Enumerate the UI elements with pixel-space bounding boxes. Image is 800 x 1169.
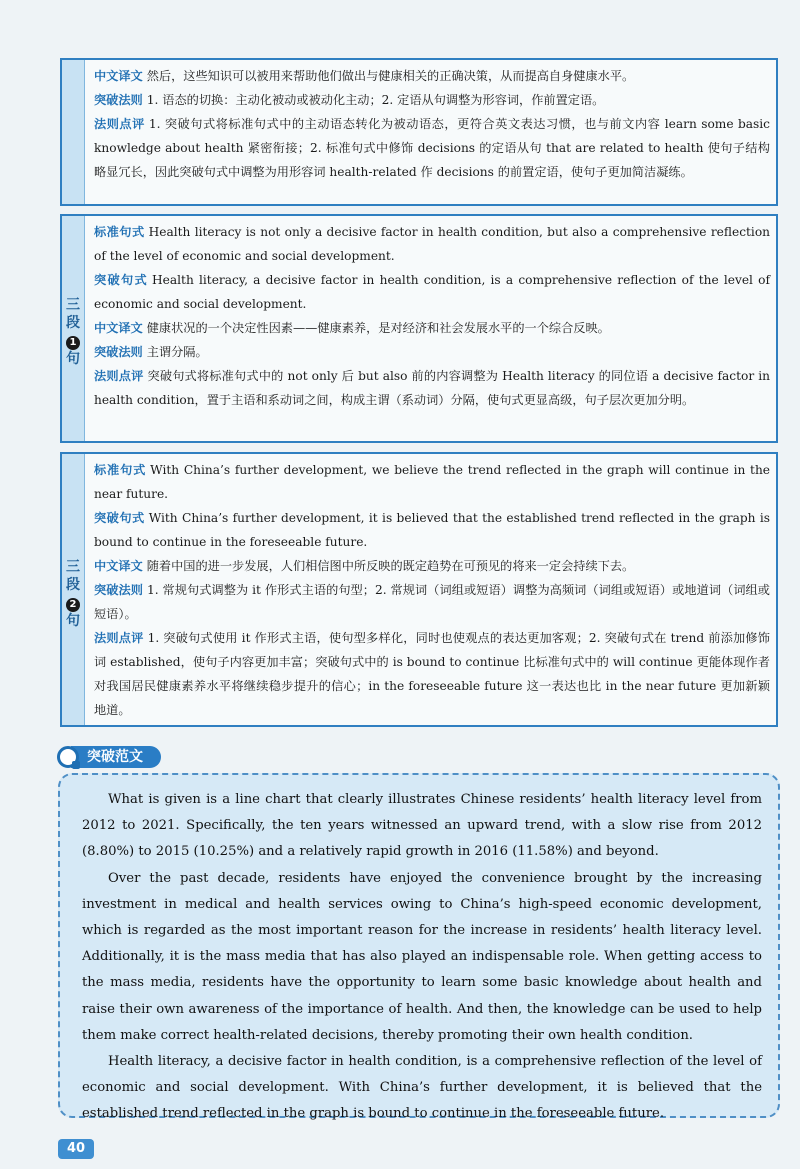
box-side-bar — [62, 60, 85, 204]
analysis-box-3 — [60, 452, 778, 727]
box-content — [92, 216, 776, 418]
section-title: 突破范文 — [71, 746, 161, 768]
page-number: 40 — [58, 1139, 94, 1159]
row-comment: 法则点评 突破句式将标准句式中的 not only 后 but also 前的内容调整为 Health literacy 的同位语 a decisive factor in health condition，置于主语和系动词之间，构成主谓（系动词）分隔，使句式更显高级，句子层次更加分明。 — [94, 369, 770, 407]
row-translation: 中文译文 随着中国的进一步发展，人们相信图中所反映的既定趋势在可预见的将来一定会持续下去。 — [94, 559, 635, 573]
sentence-number-badge: 2 — [66, 598, 80, 612]
row-rule: 突破法则 1. 语态的切换：主动化被动或被动化主动；2. 定语从句调整为形容词，作前置定语。 — [94, 93, 605, 107]
model-essay — [58, 773, 780, 1122]
row-comment: 法则点评 1. 突破句式使用 it 作形式主语，使句型多样化，同时也使观点的表达更加客观；2. 突破句式在 trend 前添加修饰词 established，使句子内容更加丰富；突破句式中的 is bound to continue 比标准句式中的 will continue 更能体现作者对我国居民健康素养水平将继续稳步提升的信心；in the foreseeable future 这一表达也比 in the near future 更加新颖地道。 — [94, 631, 770, 717]
row-standard: 标准句式 Health literacy is not only a decisive factor in health condition, but also a comprehensive reflection of the level of economic and social development. — [94, 225, 771, 263]
box-side-bar — [62, 216, 85, 441]
side-label: 三 段 1 句 — [66, 297, 80, 367]
magnifier-icon — [57, 746, 79, 768]
row-breakthrough: 突破句式 With China’s further development, it is believed that the established trend reflected in the graph is bound to continue in the foreseeable future. — [94, 511, 771, 549]
analysis-box-1 — [60, 58, 778, 206]
row-standard: 标准句式 With China’s further development, we believe the trend reflected in the graph will continue in the near future. — [94, 463, 770, 501]
sentence-number-badge: 1 — [66, 336, 80, 350]
box-side-bar — [62, 454, 85, 725]
essay-paragraph: Health literacy, a decisive factor in health condition, is a comprehensive reflection of the level of economic and social development. With China’s further development, it is believed that the established trend reflected in the graph is bound to continue in the foreseeable future. — [82, 1054, 762, 1122]
row-comment: 法则点评 1. 突破句式将标准句式中的主动语态转化为被动语态，更符合英文表达习惯，也与前文内容 learn some basic knowledge about health 紧密衔接；2. 标准句式中修饰 decisions 的定语从句 that are related to health 使句子结构略显冗长，因此突破句式中调整为用形容词 health-related 作 decisions 的前置定语，使句子更加简洁凝练。 — [94, 117, 770, 179]
row-rule: 突破法则 主谓分隔。 — [94, 345, 208, 359]
row-translation: 中文译文 健康状况的一个决定性因素——健康素养，是对经济和社会发展水平的一个综合反映。 — [94, 321, 610, 335]
section-heading — [57, 745, 161, 769]
essay-paragraph: Over the past decade, residents have enjoyed the convenience brought by the increasing investment in medical and health services owing to China’s high-speed economic development, which is regarded as the most important reason for the increase in residents’ health literacy level. Additionally, it is the mass media that has also played an indispensable role. When getting access to the mass media, residents have the opportunity to learn some basic knowledge about health and raise their own awareness of the importance of health. And then, the knowledge can be used to help them make correct health-related decisions, thereby promoting their own health condition. — [82, 870, 762, 1043]
side-label: 三 段 2 句 — [66, 559, 80, 629]
box-content — [92, 454, 776, 728]
row-breakthrough: 突破句式 Health literacy, a decisive factor in health condition, is a comprehensive reflection of the level of economic and social development. — [94, 273, 771, 311]
row-rule: 突破法则 1. 常规句式调整为 it 作形式主语的句型；2. 常规词（词组或短语）调整为高频词（词组或短语）或地道词（词组或短语）。 — [94, 583, 770, 621]
row-translation: 中文译文 然后，这些知识可以被用来帮助他们做出与健康相关的正确决策，从而提高自身健康水平。 — [94, 69, 635, 83]
box-content — [92, 60, 776, 190]
essay-paragraph: What is given is a line chart that clearly illustrates Chinese residents’ health literacy level from 2012 to 2021. Specifically, the ten years witnessed an upward trend, with a slow rise from 2012 (8.80%) to 2015 (10.25%) and a relatively rapid growth in 2016 (11.58%) and beyond. — [82, 792, 762, 860]
analysis-box-2 — [60, 214, 778, 443]
